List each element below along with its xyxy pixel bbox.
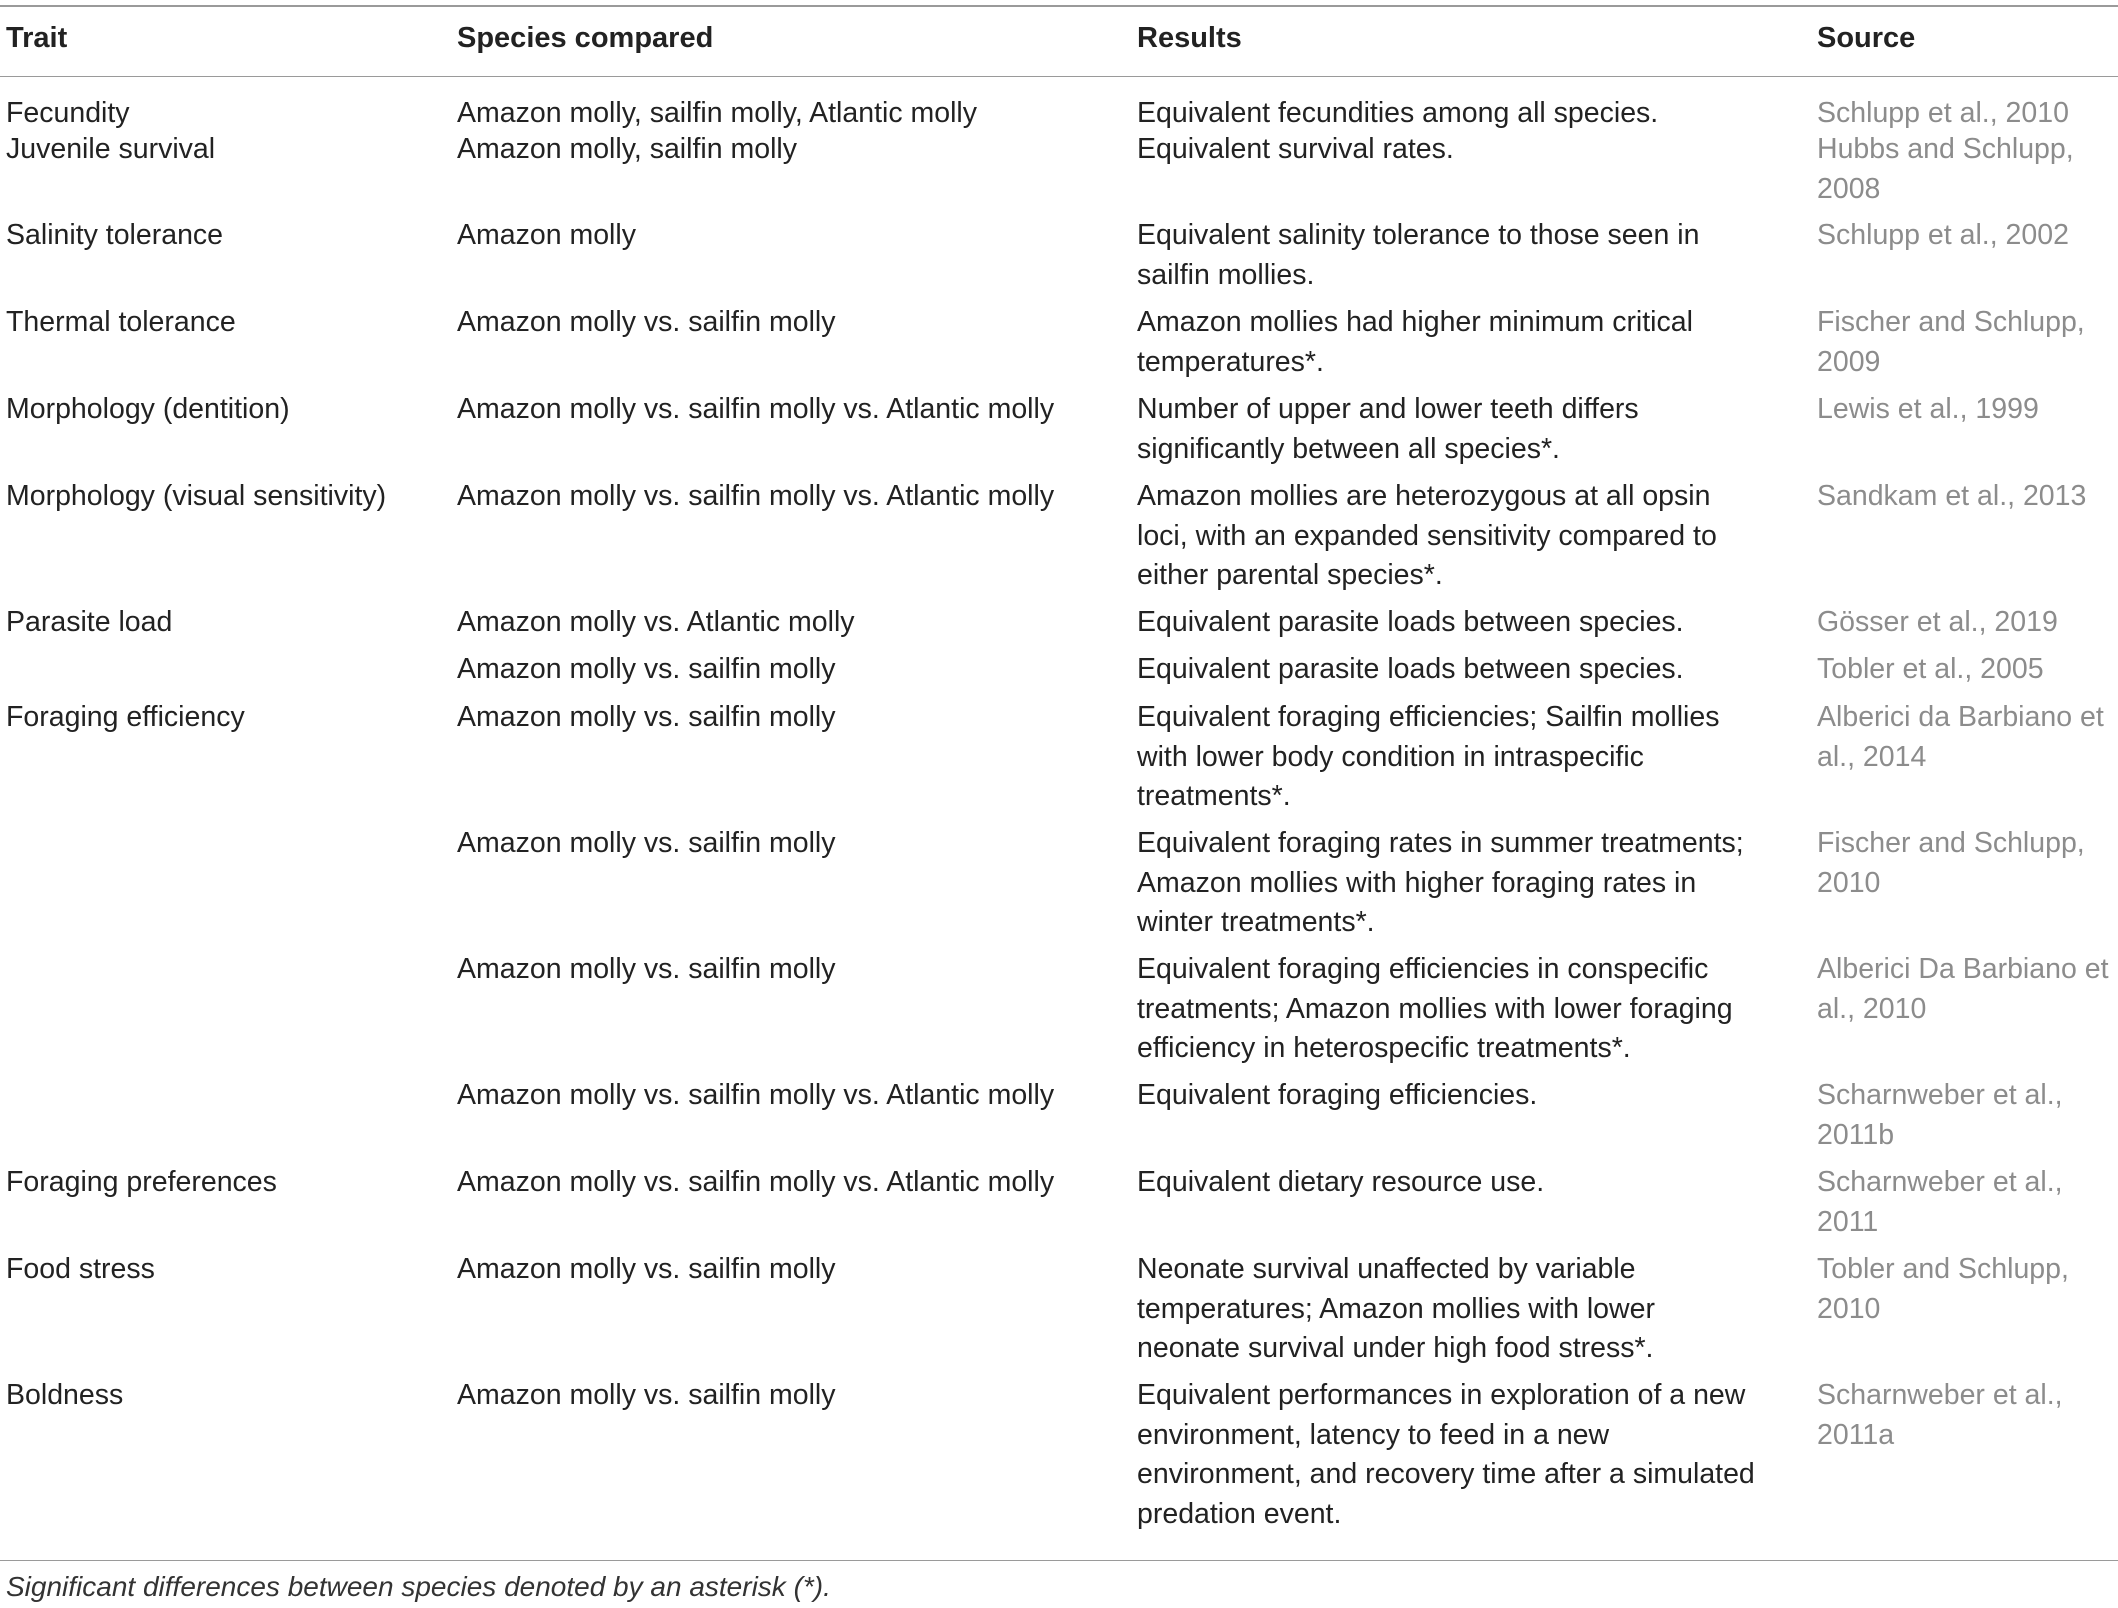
species-cell: Amazon molly vs. sailfin molly vs. Atlantic molly [457, 1166, 1055, 1198]
table-header-rule [0, 76, 2118, 77]
trait-cell: Foraging preferences [6, 1166, 277, 1198]
results-cell: Equivalent parasite loads between species. [1137, 653, 1684, 685]
table-top-rule [0, 5, 2118, 7]
source-cell: Alberici da Barbiano et al., 2014 [1817, 701, 2104, 773]
results-cell: Equivalent foraging efficiencies; Sailfin mollies with lower body condition in intraspecific treatments*. [1137, 701, 1720, 812]
table-row [0, 698, 2118, 824]
species-cell: Amazon molly vs. sailfin molly [457, 306, 836, 338]
species-cell: Amazon molly vs. sailfin molly vs. Atlantic molly [457, 393, 1055, 425]
trait-cell: Thermal tolerance [6, 306, 236, 338]
header-results: Results [1137, 22, 1242, 54]
results-cell: Equivalent survival rates. [1137, 133, 1454, 165]
table-row [0, 94, 2118, 130]
results-cell: Equivalent foraging efficiencies. [1137, 1079, 1538, 1111]
species-cell: Amazon molly vs. sailfin molly vs. Atlantic molly [457, 1079, 1055, 1111]
source-cell: Alberici Da Barbiano et al., 2010 [1817, 953, 2109, 1025]
source-cell: Tobler et al., 2005 [1817, 653, 2044, 685]
species-cell: Amazon molly, sailfin molly, Atlantic molly [457, 97, 978, 129]
table-row [0, 603, 2118, 650]
results-cell: Equivalent parasite loads between species. [1137, 606, 1684, 638]
source-cell: Scharnweber et al., 2011b [1817, 1079, 2063, 1151]
table-row [0, 1376, 2118, 1536]
species-cell: Amazon molly vs. sailfin molly [457, 701, 836, 733]
species-cell: Amazon molly vs. Atlantic molly [457, 606, 855, 638]
table-header-row [0, 22, 2118, 62]
trait-cell: Parasite load [6, 606, 173, 638]
species-cell: Amazon molly vs. sailfin molly [457, 1253, 836, 1285]
species-cell: Amazon molly [457, 219, 636, 251]
table-row [0, 477, 2118, 603]
results-cell: Equivalent dietary resource use. [1137, 1166, 1545, 1198]
species-cell: Amazon molly vs. sailfin molly [457, 653, 836, 685]
table-row [0, 130, 2118, 216]
source-cell: Schlupp et al., 2002 [1817, 219, 2069, 251]
results-cell: Equivalent performances in exploration of a new environment, latency to feed in a new environment, and recovery time after a simulated predation event. [1137, 1379, 1755, 1530]
trait-cell: Fecundity [6, 97, 130, 129]
species-cell: Amazon molly vs. sailfin molly [457, 953, 836, 985]
table-row [0, 303, 2118, 390]
source-cell: Fischer and Schlupp, 2010 [1817, 827, 2085, 899]
source-cell: Sandkam et al., 2013 [1817, 480, 2087, 512]
results-cell: Equivalent foraging efficiencies in conspecific treatments; Amazon mollies with lower foraging efficiency in heterospecific treatments*. [1137, 953, 1733, 1064]
trait-cell: Food stress [6, 1253, 155, 1285]
results-cell: Amazon mollies are heterozygous at all opsin loci, with an expanded sensitivity compared to either parental species*. [1137, 480, 1717, 591]
source-cell: Fischer and Schlupp, 2009 [1817, 306, 2085, 378]
results-cell: Number of upper and lower teeth differs significantly between all species*. [1137, 393, 1639, 465]
table-row [0, 650, 2118, 698]
source-cell: Gösser et al., 2019 [1817, 606, 2058, 638]
table-row [0, 1076, 2118, 1163]
trait-cell: Boldness [6, 1379, 124, 1411]
source-cell: Scharnweber et al., 2011 [1817, 1166, 2063, 1238]
trait-cell: Morphology (visual sensitivity) [6, 480, 387, 512]
table-row [0, 216, 2118, 303]
table-footnote: Significant differences between species denoted by an asterisk (*). [6, 1571, 831, 1602]
source-cell: Schlupp et al., 2010 [1817, 97, 2069, 129]
results-cell: Amazon mollies had higher minimum critical temperatures*. [1137, 306, 1693, 378]
species-cell: Amazon molly, sailfin molly [457, 133, 797, 165]
results-cell: Equivalent foraging rates in summer treatments; Amazon mollies with higher foraging rates in winter treatments*. [1137, 827, 1744, 938]
source-cell: Lewis et al., 1999 [1817, 393, 2039, 425]
header-trait: Trait [6, 22, 68, 54]
source-cell: Hubbs and Schlupp, 2008 [1817, 133, 2074, 205]
table-row [0, 1250, 2118, 1376]
trait-cell: Juvenile survival [6, 133, 216, 165]
table-row [0, 1163, 2118, 1250]
species-cell: Amazon molly vs. sailfin molly [457, 1379, 836, 1411]
source-cell: Tobler and Schlupp, 2010 [1817, 1253, 2069, 1325]
table-row [0, 390, 2118, 477]
table-row [0, 950, 2118, 1076]
table-body [0, 94, 2118, 1536]
trait-cell: Foraging efficiency [6, 701, 245, 733]
species-cell: Amazon molly vs. sailfin molly vs. Atlantic molly [457, 480, 1055, 512]
table-row [0, 824, 2118, 950]
trait-cell: Salinity tolerance [6, 219, 224, 251]
species-cell: Amazon molly vs. sailfin molly [457, 827, 836, 859]
source-cell: Scharnweber et al., 2011a [1817, 1379, 2063, 1451]
header-species-compared: Species compared [457, 22, 714, 54]
header-source: Source [1817, 22, 1916, 54]
results-cell: Equivalent fecundities among all species. [1137, 97, 1659, 129]
results-cell: Neonate survival unaffected by variable temperatures; Amazon mollies with lower neonate survival under high food stress*. [1137, 1253, 1655, 1364]
table-bottom-rule [0, 1560, 2118, 1561]
results-cell: Equivalent salinity tolerance to those seen in sailfin mollies. [1137, 219, 1700, 291]
trait-cell: Morphology (dentition) [6, 393, 290, 425]
